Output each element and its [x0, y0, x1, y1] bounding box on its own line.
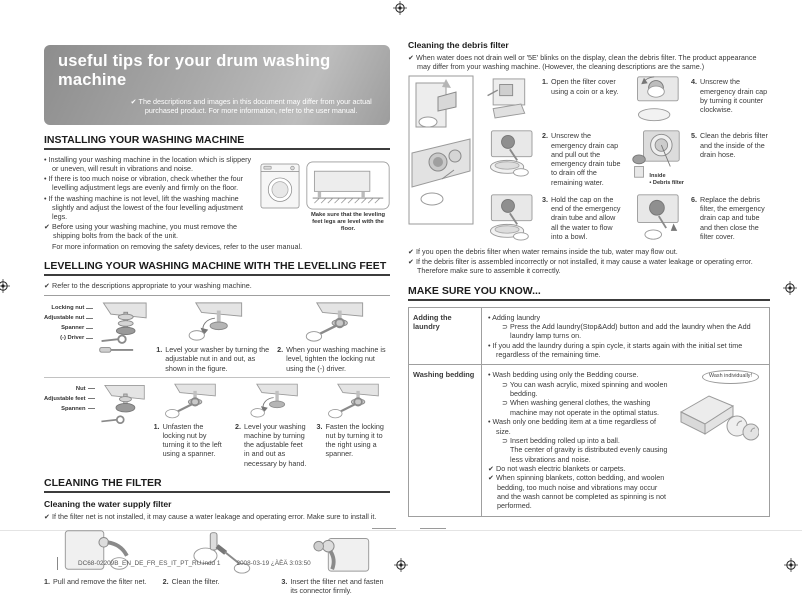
installing-illustration [258, 155, 390, 242]
footer-filename: DC68-02209B_EN_DE_FR_ES_IT_PT_RU.indd 1 [78, 560, 221, 567]
bedding-illustration-wrap [675, 370, 763, 510]
turn-feet-illustration [245, 382, 299, 420]
diagram-label: Locking nut [44, 305, 93, 311]
step-text: Clean the debris filter and the inside of the drain hose. [700, 131, 768, 159]
step-number: 1. [156, 345, 163, 355]
debris-step [691, 195, 770, 241]
row-title: Adding the laundry [409, 308, 482, 365]
debris-step-image [481, 129, 535, 186]
hold-cap-bowl-illustration [482, 193, 534, 241]
header-note: ✔ The descriptions and images in this document may differ from your actual purchased product. For more information, refer to the user manual. [130, 97, 372, 116]
step-number: 2. [162, 577, 169, 587]
right-column [408, 40, 770, 517]
levelling-step [156, 301, 269, 373]
section-heading-make-sure: MAKE SURE YOU KNOW... [408, 285, 770, 301]
registration-mark-icon [783, 281, 797, 295]
installing-section [44, 155, 390, 242]
table-line: • If you add the laundry during a spin cycle, it starts again with the initial set time regardless of the remaining time. [488, 340, 743, 360]
table-line: ⊃ When washing general clothes, the washing machine may not operate in the optimal status. [502, 398, 660, 417]
washer-illustration [258, 161, 302, 211]
step-number: 6. [691, 194, 697, 204]
footer-tick [57, 557, 58, 570]
debris-step [542, 77, 621, 123]
step-number: 1. [542, 77, 548, 87]
step-text: Unscrew the emergency drain cap and pull out the emergency drain tube to drain off the remaining water. [551, 131, 621, 187]
debris-note: ✔ If the debris filter is assembled incorrectly or not installed, it may cause a water leakage or operating error. Therefore make sure to assemble it correctly. [408, 257, 753, 276]
debris-step-image [481, 75, 535, 123]
step-text: Open the filter cover using a coin or a key. [551, 77, 619, 96]
step-number: 2. [235, 421, 242, 431]
registration-mark-icon [394, 558, 408, 572]
installing-extra-note: For more information on removing the safety devices, refer to the user manual. [52, 241, 303, 251]
adjust-nut-illustration [182, 301, 244, 343]
debris-check-note: ✔ When water does not drain well or '5E' blinks on the display, clean the debris filter. The product appearance may differ from your washing machine. (However, the cleaning descriptions are the same.) [408, 53, 757, 72]
section-heading-cleaning-filter: CLEANING THE FILTER [44, 477, 390, 493]
levelling-check-note: ✔ Refer to the descriptions appropriate to your washing machine. [44, 280, 252, 290]
levelling-row-1 [44, 301, 390, 373]
debris-steps-grid [408, 75, 770, 241]
diagram-label: Spanner [44, 325, 93, 331]
debris-step [691, 131, 770, 186]
levelling-step [277, 301, 390, 373]
make-sure-table [408, 307, 770, 517]
step-text: Level your washer by turning the adjustable nut in and out, as shown in the figure. [165, 345, 270, 373]
registration-mark-icon [0, 279, 10, 293]
table-line: ✔ Do not wash electric blankets or carpets. [488, 463, 626, 473]
table-row [409, 308, 769, 365]
bullet-item: • If there is too much noise or vibration, check whether the four levelling adjustment legs are evenly and firmly on the floor. [44, 174, 244, 193]
section-heading-installing: INSTALLING YOUR WASHING MACHINE [44, 134, 390, 150]
debris-step [542, 195, 621, 241]
debris-filter-label: • Debris filter [649, 180, 684, 187]
divider [44, 295, 390, 296]
debris-step-image [628, 193, 684, 241]
levelling-step [235, 382, 308, 468]
section-heading-levelling: LEVELLING YOUR WASHING MACHINE WITH THE LEVELLING FEET [44, 260, 390, 276]
filter-cover-illustration [482, 75, 534, 120]
table-line: • Wash only one bedding item at a time regardless of size. [488, 417, 657, 436]
step-number: 3. [281, 577, 288, 587]
adjustable-feet-diagram [98, 382, 146, 430]
levelling-row-2 [44, 382, 390, 468]
registration-mark-icon [393, 1, 407, 15]
bullet-item: • If the washing machine is not level, lift the washing machine slightly and adjust the lowest of the four levelling adjustment legs. [44, 193, 243, 222]
page-title: useful tips for your drum washing machine [58, 52, 331, 89]
row-body [482, 365, 769, 515]
table-line: The center of gravity is distributed evenly causing less vibrations and noise. [510, 445, 668, 464]
level-floor-illustration [306, 161, 390, 210]
footer-timestamp: 2008-03-19 ¿ÀÈÄ 3:03:50 [236, 560, 311, 567]
levelling-foot-diagram [96, 301, 148, 357]
illustration-caption: Make sure that the leveling feet legs are level with the floor. [310, 211, 386, 233]
step-text: Level your washing machine by turning the adjustable feet in and out as necessary by hand. [244, 421, 307, 468]
step-number: 1. [44, 577, 50, 587]
debris-step-image [481, 193, 535, 241]
installing-bullets [44, 155, 252, 242]
debris-filter-overview-illustration [408, 75, 474, 225]
filter-check-note: ✔ If the filter net is not installed, it may cause a water leakage and operating error. Make sure to install it. [44, 511, 377, 521]
page-header-banner [44, 45, 390, 125]
step-text: Unscrew the emergency drain cap by turning it counter clockwise. [700, 77, 768, 115]
diagram-label: Adjustable nut [44, 315, 93, 321]
step-number: 5. [691, 131, 697, 141]
levelling-diagram-1 [44, 301, 148, 357]
debris-step-image [628, 129, 684, 186]
step-text: Replace the debris filter, the emergency drain cap and tube and then close the filter cover. [700, 194, 765, 241]
unfasten-nut-illustration [163, 382, 217, 420]
table-row [409, 364, 769, 515]
table-line: ✔ When spinning blankets, cotton bedding, and woolen bedding, too much noise and vibrations may occur and the wash cannot be completed as spinning is not performed. [488, 473, 667, 511]
replace-cap-illustration [630, 193, 682, 241]
debris-step [691, 77, 770, 123]
inside-label: Inside [649, 173, 666, 180]
levelling-diagram-2 [44, 382, 146, 430]
step-text: Unfasten the locking nut by turning it to the left using a spanner. [162, 421, 222, 459]
diagram-label: Adjustable feet [44, 396, 95, 402]
step-number: 3. [542, 194, 548, 204]
diagram-label: Spannen [44, 406, 95, 412]
registration-mark-icon [784, 558, 798, 572]
speech-bubble: Wash individually! [702, 370, 759, 384]
levelling-step [154, 382, 227, 459]
table-line: ⊃ Insert bedding rolled up into a ball. [502, 435, 620, 445]
step-number: 2. [542, 131, 548, 141]
insert-filter-illustration [301, 525, 371, 575]
debris-note: ✔ If you open the debris filter when water remains inside the tub, water may flow out. [408, 246, 678, 256]
table-line: • Adding laundry [488, 312, 541, 322]
step-number: 2. [277, 345, 284, 355]
step-number: 4. [691, 77, 697, 87]
step-text: Insert the filter net and fasten its connector firmly. [290, 577, 384, 596]
print-footer [57, 557, 311, 570]
step-text: When your washing machine is level, tighten the locking nut using the (-) driver. [286, 345, 386, 373]
fasten-nut-illustration [326, 382, 380, 420]
crop-tick [420, 528, 446, 529]
bullet-item: • Installing your washing machine in the location which is slippery or uneven, will result in vibrations and noise. [44, 154, 252, 173]
drain-tube-bowl-illustration [482, 129, 534, 177]
step-text: Pull and remove the filter net. [53, 577, 147, 587]
tighten-nut-illustration [303, 301, 365, 343]
divider [44, 377, 390, 378]
bedding-illustration [675, 384, 759, 442]
table-line: ⊃ Press the Add laundry(Stop&Add) button and add the laundry when the Add laundry lamp turns on. [502, 321, 751, 341]
table-line: • Wash bedding using only the Bedding course. [488, 370, 639, 380]
step-text: Fasten the locking nut by turning it to the right using a spanner. [325, 421, 384, 459]
check-note: ✔ Before using your washing machine, you must remove the shipping bolts from the back of the unit. [44, 222, 237, 241]
step-text: Hold the cap on the end of the emergency drain tube and allow all the water to flow into a bowl. [551, 194, 621, 241]
diagram-label: Nut [44, 386, 95, 392]
debris-step-image [628, 75, 684, 123]
debris-step [542, 131, 621, 186]
debris-filter-inside-illustration [630, 129, 682, 179]
row-body [482, 308, 769, 365]
row-title: Washing bedding [409, 365, 482, 515]
unscrew-cap-illustration [630, 75, 682, 123]
left-column [44, 45, 390, 596]
step-number: 3. [316, 421, 323, 431]
step-number: 1. [153, 421, 160, 431]
step-text: Clean the filter. [171, 577, 220, 587]
levelling-step [317, 382, 390, 459]
table-line: ⊃ You can wash acrylic, mixed spinning and woolen bedding. [502, 379, 668, 399]
subheading-debris-filter: Cleaning the debris filter [408, 40, 509, 50]
diagram-label: (-) Driver [44, 335, 93, 341]
subheading-water-supply-filter: Cleaning the water supply filter [44, 498, 172, 509]
